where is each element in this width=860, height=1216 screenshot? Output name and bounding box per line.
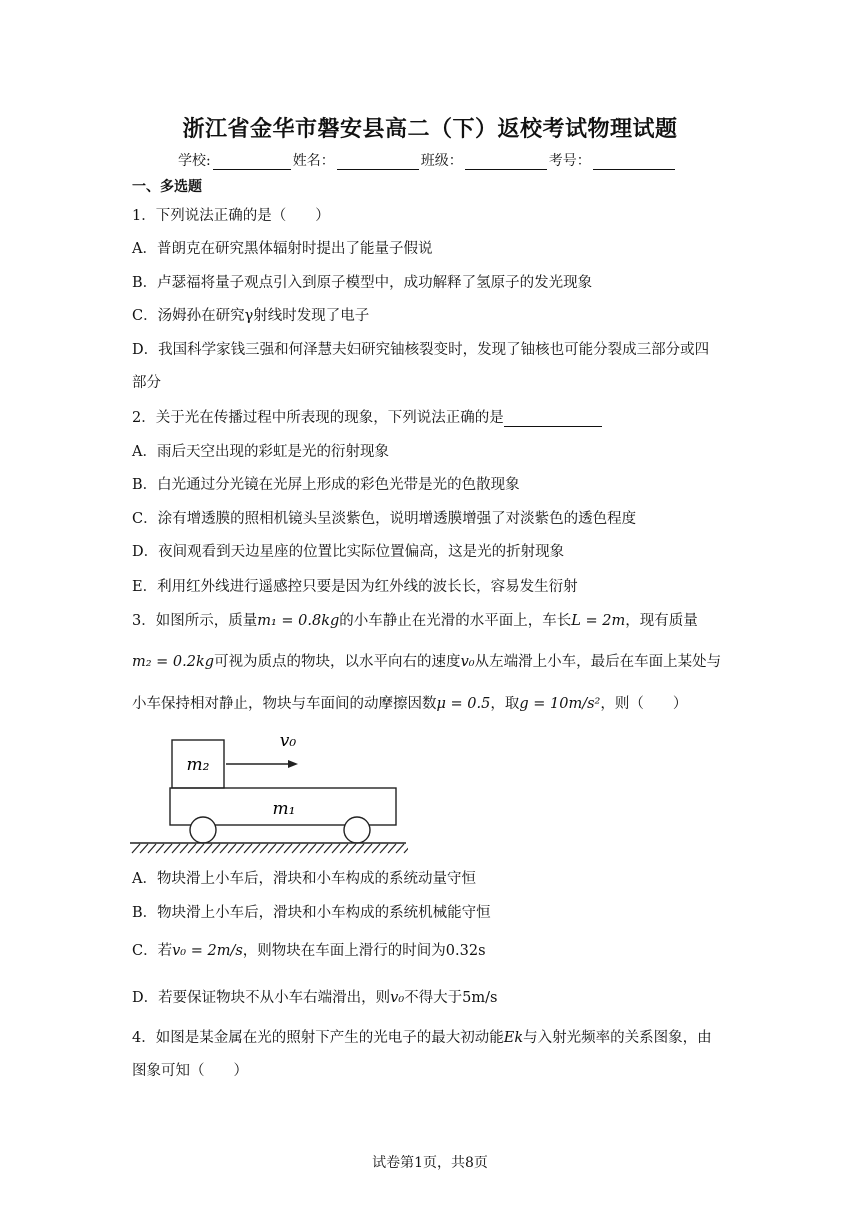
q3-stem-line-2 — [132, 650, 721, 671]
hatch-mark — [132, 844, 140, 853]
hatch-mark — [388, 844, 396, 853]
number-blank — [593, 155, 675, 170]
hatch-mark — [268, 844, 276, 853]
page-footer: 试卷第1页，共8页 — [372, 1155, 488, 1171]
q1-option-a: A．普朗克在研究黑体辐射时提出了能量子假说 — [132, 241, 433, 257]
hatch-mark — [244, 844, 252, 853]
q4-text: 4．如图是某金属在光的照射下产生的光电子的最大初动能 — [132, 1030, 504, 1046]
q2-option-d: D．夜间观看到天边星座的位置比实际位置偏高，这是光的折射现象 — [132, 544, 565, 560]
mass-m2-formula — [132, 654, 214, 670]
q3-text: 3．如图所示，质量 — [132, 613, 258, 629]
hatch-mark — [236, 844, 244, 853]
cart-m1-label: m₁ — [272, 799, 296, 819]
mass-m1-formula — [257, 613, 339, 629]
hatch-mark — [156, 844, 164, 853]
length-L: L = 2m — [571, 613, 626, 629]
q3-text: C．若 — [132, 943, 173, 959]
q3-text: ，取 — [490, 696, 520, 712]
hatch-mark — [396, 844, 404, 853]
hatch-mark — [308, 844, 316, 853]
q1-stem: 1．下列说法正确的是（ ） — [132, 208, 330, 224]
q3-option-b: B．物块滑上小车后，滑块和小车构成的系统机械能守恒 — [132, 905, 491, 921]
student-info-line — [178, 150, 677, 170]
velocity-v0: v₀ — [390, 990, 405, 1006]
q2-option-b: B．白光通过分光镜在光屏上形成的彩色光带是光的色散现象 — [132, 477, 520, 493]
hatch-mark — [212, 844, 220, 853]
wheel-left — [190, 817, 216, 843]
hatch-mark — [340, 844, 348, 853]
hatch-mark — [204, 844, 212, 853]
mass-m1: m₁ = 0.8kg — [257, 613, 340, 629]
q3-option-c-line — [132, 939, 486, 960]
hatch-mark — [196, 844, 204, 853]
velocity-v0: v₀ — [460, 654, 475, 670]
hatch-mark — [284, 844, 292, 853]
q2-option-a: A．雨后天空出现的彩虹是光的衍射现象 — [132, 444, 389, 460]
hatch-mark — [188, 844, 196, 853]
hatch-mark — [356, 844, 364, 853]
ground-hatching — [132, 844, 408, 853]
q3-text: 不得大于5m/s — [404, 990, 498, 1006]
hatch-mark — [276, 844, 284, 853]
q3-text: 的小车静止在光滑的水平面上，车长 — [339, 613, 572, 629]
q2-option-e: E．利用红外线进行遥感控只要是因为红外线的波长长，容易发生衍射 — [132, 579, 578, 595]
q3-stem-line-3 — [132, 692, 687, 713]
q4-text: 与入射光频率的关系图象，由 — [523, 1030, 712, 1046]
hatch-mark — [332, 844, 340, 853]
hatch-mark — [380, 844, 388, 853]
name-label: 姓名： — [292, 153, 335, 169]
hatch-mark — [260, 844, 268, 853]
arrow-head-icon — [288, 760, 298, 768]
q3-text: 小车保持相对静止，物块与车面间的动摩擦因数 — [132, 696, 437, 712]
q3-text: 可视为质点的物块，以水平向右的速度 — [214, 654, 461, 670]
hatch-mark — [300, 844, 308, 853]
q3-option-d-line — [132, 986, 497, 1007]
q3-text: ，现有质量 — [625, 613, 698, 629]
q1-option-b: B．卢瑟福将量子观点引入到原子模型中，成功解释了氢原子的发光现象 — [132, 275, 593, 291]
q2-stem: 2．关于光在传播过程中所表现的现象，下列说法正确的是 — [132, 410, 504, 426]
name-blank — [337, 155, 419, 170]
hatch-mark — [180, 844, 188, 853]
q3-stem-line-1 — [132, 609, 698, 630]
hatch-mark — [316, 844, 324, 853]
hatch-mark — [324, 844, 332, 853]
class-blank — [465, 155, 547, 170]
school-label: 学校: — [178, 153, 211, 169]
hatch-mark — [172, 844, 180, 853]
hatch-mark — [292, 844, 300, 853]
school-blank — [213, 155, 291, 170]
q3-text: D．若要保证物块不从小车右端滑出，则 — [132, 990, 391, 1006]
q1-option-d: D．我国科学家钱三强和何泽慧夫妇研究铀核裂变时，发现了铀核也可能分裂成三部分或四 — [132, 342, 710, 358]
q4-stem-line-1 — [132, 1026, 712, 1047]
section-heading: 一、多选题 — [132, 179, 202, 195]
mass-m2: m₂ = 0.2kg — [132, 654, 215, 670]
hatch-mark — [220, 844, 228, 853]
hatch-mark — [404, 844, 408, 853]
hatch-mark — [148, 844, 156, 853]
number-label: 考号： — [548, 153, 591, 169]
q2-stem-line — [132, 406, 602, 427]
q3-text: ，则（ ） — [600, 696, 688, 712]
answer-blank — [504, 412, 602, 427]
velocity-value: v₀ = 2m/s — [172, 943, 243, 959]
cart-block-diagram — [128, 722, 408, 858]
block-m2-label: m₂ — [186, 755, 210, 775]
class-label: 班级： — [420, 153, 463, 169]
q3-text: 从左端滑上小车，最后在车面上某处与 — [474, 654, 722, 670]
hatch-mark — [364, 844, 372, 853]
hatch-mark — [140, 844, 148, 853]
kinetic-energy-symbol: Ek — [503, 1030, 524, 1046]
hatch-mark — [164, 844, 172, 853]
q1-option-d-cont: 部分 — [132, 375, 161, 391]
hatch-mark — [372, 844, 380, 853]
hatch-mark — [228, 844, 236, 853]
gravity-value: g = 10m/s² — [519, 696, 601, 712]
hatch-mark — [252, 844, 260, 853]
q4-stem-line-2: 图象可知（ ） — [132, 1063, 248, 1079]
q1-option-c: C．汤姆孙在研究γ射线时发现了电子 — [132, 308, 370, 324]
wheel-right — [344, 817, 370, 843]
q3-option-a: A．物块滑上小车后，滑块和小车构成的系统动量守恒 — [132, 871, 476, 887]
q2-option-c: C．涂有增透膜的照相机镜头呈淡紫色，说明增透膜增强了对淡紫色的透色程度 — [132, 511, 637, 527]
exam-title: 浙江省金华市磐安县高二（下）返校考试物理试题 — [182, 116, 678, 142]
length-formula — [571, 613, 625, 629]
q3-text: ，则物块在车面上滑行的时间为0.32s — [242, 943, 486, 959]
hatch-mark — [348, 844, 356, 853]
velocity-label: v₀ — [279, 731, 297, 751]
friction-coefficient: μ = 0.5 — [436, 696, 491, 712]
